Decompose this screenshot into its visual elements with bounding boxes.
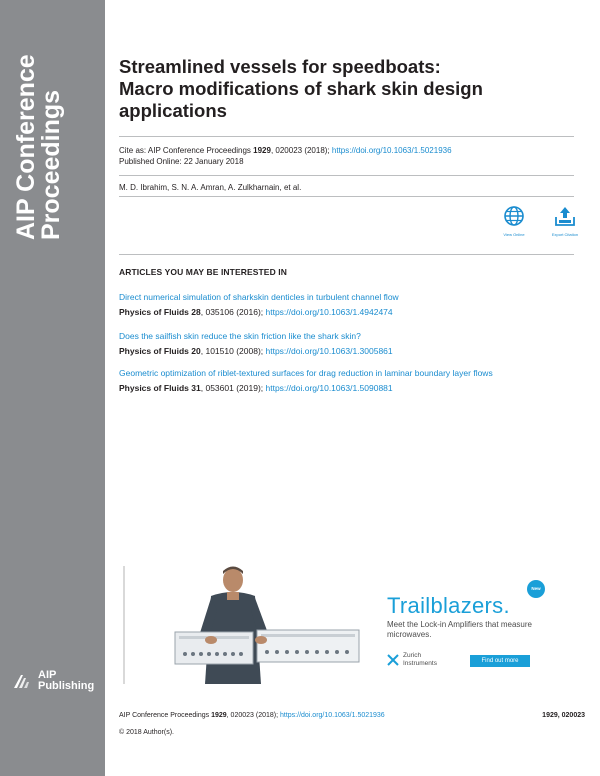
related-article-title[interactable]: Does the sailfish skin reduce the skin friction like the shark skin?: [119, 331, 361, 341]
logo-line2: Publishing: [38, 680, 95, 692]
divider: [119, 175, 574, 176]
related-article: [119, 292, 569, 318]
export-citation-button[interactable]: [547, 205, 583, 237]
related-article: [119, 331, 569, 357]
related-details: , 053601 (2019);: [200, 383, 266, 393]
brand-line1: Zurich: [403, 652, 422, 659]
view-online-button[interactable]: [496, 205, 532, 237]
citation-block: [119, 145, 452, 167]
article-doi-link[interactable]: https://doi.org/10.1063/1.5021936: [331, 146, 452, 155]
footer-doi-link[interactable]: https://doi.org/10.1063/1.5021936: [280, 712, 385, 719]
related-journal: Physics of Fluids: [119, 307, 192, 317]
related-doi-link[interactable]: https://doi.org/10.1063/1.3005861: [265, 346, 393, 356]
copyright: © 2018 Author(s).: [119, 729, 174, 736]
find-out-more-button[interactable]: Find out more: [470, 655, 530, 667]
divider: [119, 196, 574, 197]
aip-publishing-logo[interactable]: [12, 670, 94, 692]
related-article-citation: [119, 306, 569, 318]
related-details: , 101510 (2008);: [200, 346, 266, 356]
cite-details: , 020023 (2018);: [270, 146, 332, 155]
cite-volume: 1929: [253, 146, 271, 155]
related-doi-link[interactable]: https://doi.org/10.1063/1.5090881: [265, 383, 393, 393]
cite-as: [119, 145, 452, 156]
person-holding-instruments-image: [171, 566, 391, 684]
related-article-citation: [119, 345, 569, 357]
related-article-title[interactable]: Geometric optimization of riblet-textured surfaces for drag reduction in laminar boundary layer flows: [119, 368, 493, 378]
ad-headline: Trailblazers.: [387, 593, 510, 618]
journal-sidebar: [0, 0, 105, 776]
export-citation-label: Export Citation: [551, 232, 579, 237]
related-articles-heading: ARTICLES YOU MAY BE INTERESTED IN: [119, 267, 287, 277]
aip-logo-icon: [12, 672, 34, 690]
article-title: [119, 56, 559, 122]
zurich-instruments-logo: [387, 652, 437, 667]
related-doi-link[interactable]: https://doi.org/10.1063/1.4942474: [265, 307, 393, 317]
related-article-title[interactable]: Direct numerical simulation of sharkskin denticles in turbulent channel flow: [119, 292, 399, 302]
brand-line2: Instruments: [403, 659, 437, 667]
journal-name-line1: AIP Conference: [12, 54, 40, 240]
related-article: [119, 368, 569, 394]
ad-subline: Meet the Lock-in Amplifiers that measure microwaves.: [387, 620, 532, 639]
footer-citation: [119, 712, 385, 719]
cite-prefix: Cite as: AIP Conference Proceedings: [119, 146, 254, 155]
export-icon: [554, 205, 576, 227]
footer-cite-prefix: AIP Conference Proceedings: [119, 712, 212, 719]
view-online-label: View Online: [503, 232, 525, 237]
journal-name: [14, 40, 64, 240]
related-journal: Physics of Fluids: [119, 346, 192, 356]
published-date: Published Online: 22 January 2018: [119, 157, 244, 166]
footer-cite-volume: 1929: [211, 712, 227, 719]
advertisement-banner[interactable]: [123, 566, 583, 684]
related-volume: 20: [191, 346, 201, 356]
ad-border: [123, 566, 125, 684]
related-volume: 28: [191, 307, 201, 317]
related-journal: Physics of Fluids: [119, 383, 192, 393]
related-article-citation: [119, 382, 569, 394]
divider: [119, 136, 574, 137]
footer-cite-details: , 020023 (2018);: [226, 712, 280, 719]
related-details: , 035106 (2016);: [200, 307, 266, 317]
page-number: 1929, 020023: [542, 712, 585, 719]
zurich-cross-icon: [387, 654, 399, 666]
related-volume: 31: [191, 383, 201, 393]
journal-name-line2: Proceedings: [37, 89, 65, 240]
article-title-line3: applications: [119, 100, 227, 121]
article-title-line1: Streamlined vessels for speedboats:: [119, 56, 441, 77]
globe-icon: [503, 205, 525, 227]
article-title-line2: Macro modifications of shark skin design: [119, 78, 483, 99]
divider: [119, 254, 574, 255]
authors: M. D. Ibrahim, S. N. A. Amran, A. Zulkharnain, et al.: [119, 183, 302, 192]
logo-line1: AIP: [38, 669, 57, 681]
new-badge: New: [527, 580, 545, 598]
